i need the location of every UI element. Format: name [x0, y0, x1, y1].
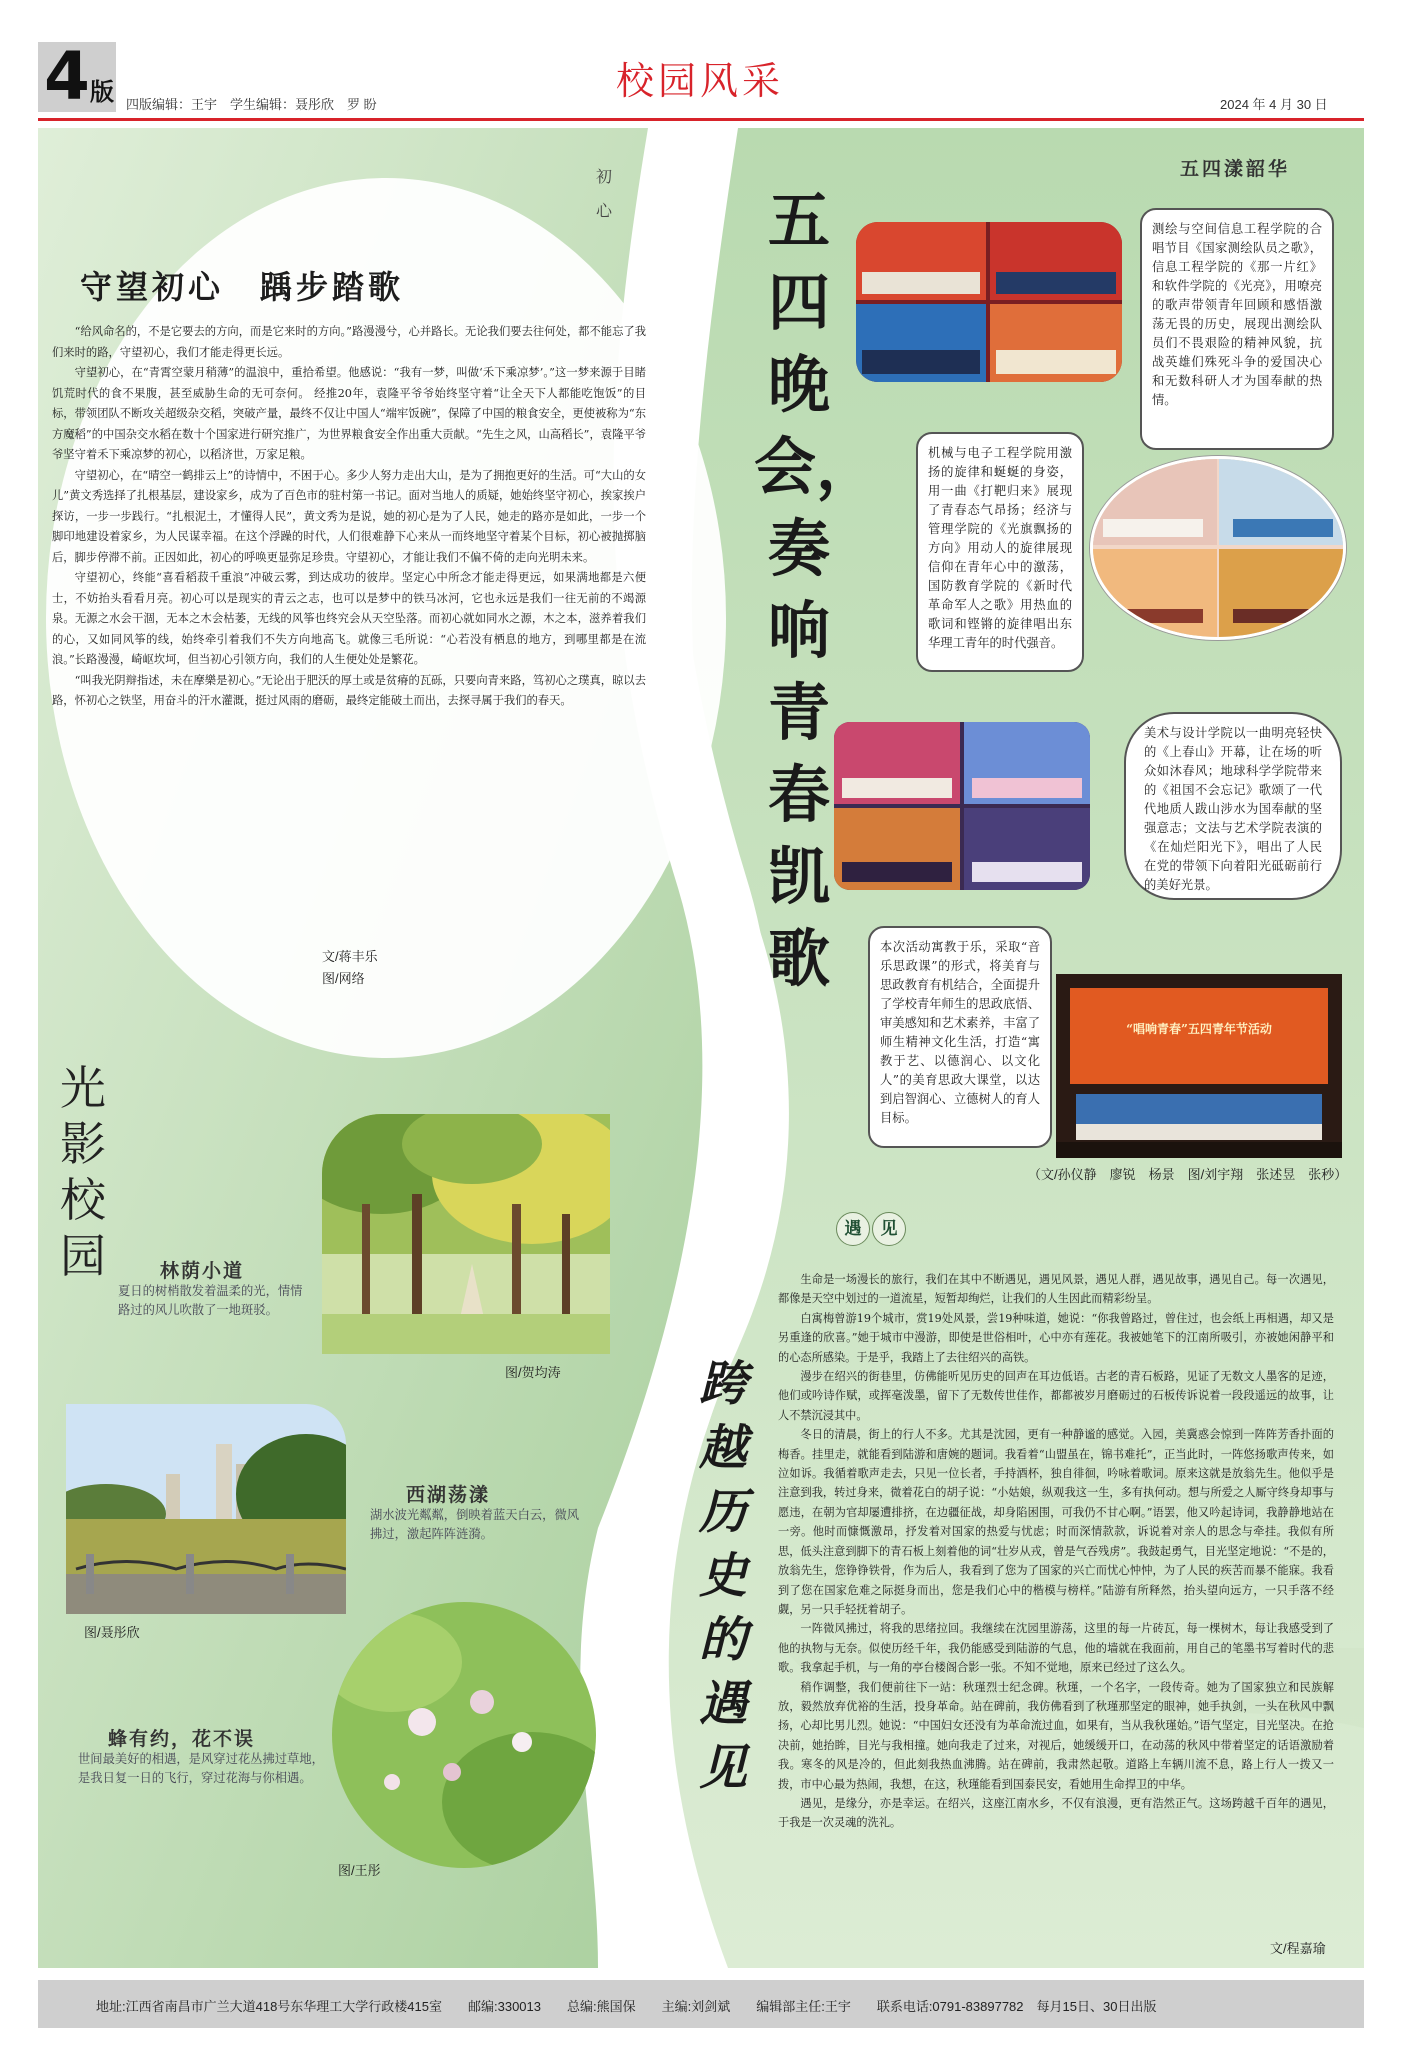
footer-bar [38, 1980, 1364, 2028]
yujian-tag [836, 1212, 908, 1246]
gala-text-box [1140, 208, 1334, 450]
gala-text-box [868, 926, 1052, 1148]
header-rule [38, 118, 1364, 121]
page-number: 4 [44, 38, 90, 115]
gala-credit: （文/孙仪静 廖锐 杨景 图/刘宇翔 张述昱 张秒） [1028, 1167, 1348, 1182]
gala-stage-photo [1056, 974, 1342, 1158]
yujian-paragraph: 冬日的清晨，街上的行人不多。尤其是沈园，更有一种静谧的感觉。入园，美冀惑会惊到一阵阵芳香扑面的梅香。挂里走，就能看到陆游和唐婉的题词。我看着“山盟虽在，锦书难托”，正当此时，一阵悠扬歌声传来，如泣如诉。我循着歌声走去，只见一位长者，手持酒杯，独自徘徊，吟咏着歌词。原来这就是放翁先生。他似乎是注意到我，转过身来，微着花白的胡子说：“小姑娘，纵观我这一生，多有执何动。想与所爱之人厮守终身却事与愿违，在朝为官却屡遭排挤，在边疆征战，却身陷困围，可我仍不甘心啊。”语罢，他又吟起诗词，我静静地站在一旁。他时而慷慨激昂，抒发着对国家的热爱与忧虑；时而深情款款，诉说着对亲人的思念与牵挂。我似有所思，低头注意到脚下的青石板上刻着他的词“壮岁从戎，曾是气吞残虏”。我鼓起勇气，目光坚定地说：“不是的，放翁先生，您铮铮铁骨，作为后人，我看到了您为了国家的兴亡而忧心忡忡，为了人民的疾苦而暴不能寐。我看到了您在国家危难之际挺身而出，您是我们心中的楷模与榜样。”陆游有所释然，抬头望向远方，一只手落不经觑，另一只手轻抚着胡子。 [778, 1428, 1334, 1616]
west-lake-photo [66, 1404, 346, 1614]
section-title: 校园风采 [615, 59, 784, 103]
gala-big-title: 五四晚会，奏响青春凯歌 [754, 184, 879, 995]
editors-line: 四版编辑：王宇 学生编辑：聂彤欣 罗 盼 [126, 97, 377, 112]
article-paragraph: 守望初心，终能“喜看稻菽千重浪”冲破云雾，到达成功的彼岸。坚定心中所念才能走得更远，如果满地都是六便士，不妨抬头看看月亮。初心可以是现实的青云之志，也可以是梦中的铁马冰河，它也永远是我们一往无前的不竭源泉。无源之水会干涸，无本之木会枯萎，无线的风筝也终究会从天空坠落。而初心就如同水之源，木之本，滋养着我们的心，又如同风筝的线，始终牵引着我们不失方向地高飞。就像三毛所说：“心若没有栖息的地方，到哪里都是在流浪。”长路漫漫，崎岖坎坷，但当初心引领方向，我们的人生便处处是繁花。 [52, 571, 646, 666]
page-unit: 版 [90, 77, 114, 106]
yujian-paragraph: 生命是一场漫长的旅行，我们在其中不断遇见，遇见风景，遇见人群，遇见故事，遇见自己。每一次遇见，都像是天空中划过的一道流星，短暂却绚烂，让我们的人生因此而精彩纷呈。 [778, 1273, 1334, 1306]
gala-box-text: 本次活动寓教于乐，采取“音乐思政课”的形式，将美育与思政教育有机结合，全面提升了学校青年师生的思政底悟、审美感知和艺术素养，丰富了师生精神文化生活，打造“寓教于艺、以德润心、以文化人”的美育思政大课堂，以达到启智润心、立德树人的育人目标。 [880, 940, 1040, 1125]
photo-credit: 图/聂彤欣 [84, 1625, 140, 1640]
article-paragraph: 守望初心，在“青霄空蒙月稍薄”的温浪中，重拾希望。他感说：“我有一梦，叫做‘禾下乘凉梦’。”这一梦来源于目睹饥荒时代的食不果腹，甚至威胁生命的无可奈何。 经推20年，袁隆平爷爷始终坚守着“让全天下人都能吃饱饭”的目标，带领团队不断攻关超级杂交稻，突破产量，最终不仅让中国人“端牢饭碗”，保障了中国的粮食安全，更使被称为“东方魔稻”的中国杂交水稻在数十个国家进行研究推广，为世界粮食安全作出重大贡献。“先生之风，山高稻长”，袁隆平爷爷坚守着禾下乘凉梦的初心，以稻济世，万家足粮。 [52, 366, 646, 461]
caption-title: 蜂有约，花不误 [108, 1728, 256, 1750]
gala-photo-collage [856, 222, 1122, 382]
column-tag: 初心 [595, 167, 612, 220]
gala-box-text: 测绘与空间信息工程学院的合唱节目《国家测绘队员之歌》，信息工程学院的《那一片红》和软件学院的《光亮》，用嘹亮的歌声带领青年回顾和感悟激荡无畏的历史，展现出测绘队员们不畏艰险的精神风貌，抗战英雄们殊死斗争的爱国决心和无数科研人才为国奉献的热情。 [1152, 222, 1322, 407]
clover-flower-photo [332, 1602, 596, 1868]
issue-date: 2024 年 4 月 30 日 [1220, 97, 1328, 112]
yujian-title: 跨越历史的遇见 [698, 1356, 747, 1796]
yujian-paragraph: 一阵微风拂过，将我的思绪拉回。我继续在沈园里游荡，这里的每一片砖瓦，每一棵树木，每让我感受到了他的执物与无奈。似使历经千年，我仍能感受到陆游的气息，他的墙就在我面前，用自己的笔墨书写着时代的悲歌。我拿起手机，与一角的亭台楼阁合影一张。不知不觉地，原来已经过了这么久。 [778, 1622, 1334, 1675]
gala-box-text: 美术与设计学院以一曲明亮轻快的《上春山》开幕，让在场的听众如沐春风；地球科学学院带来的《祖国不会忘记》歌颂了一代代地质人跋山涉水为国奉献的坚强意志；文法与艺术学院表演的《在灿烂阳光下》，唱出了人民在党的带领下向着阳光砥砺前行的美好光景。 [1144, 726, 1322, 892]
article-author: 文/蒋丰乐 [322, 949, 378, 964]
photo-section-title: 光影校园 [60, 1061, 106, 1283]
caption-text: 世间最美好的相遇，是风穿过花丛拂过草地，是我日复一日的飞行，穿过花海与你相遇。 [78, 1752, 324, 1785]
yujian-tag-char: 见 [872, 1212, 906, 1246]
yujian-author: 文/程嘉瑜 [1270, 1941, 1326, 1956]
article-body [52, 322, 646, 712]
tree-path-photo [322, 1114, 610, 1354]
page-number-block [38, 38, 116, 115]
caption-title: 西湖荡漾 [406, 1484, 491, 1506]
gala-oval-photo [1090, 456, 1346, 640]
caption-text: 湖水波光粼粼，倒映着蓝天白云，微风拂过，激起阵阵涟漪。 [370, 1508, 580, 1541]
article-title: 守望初心 踽步踏歌 [80, 268, 405, 306]
article-paragraph: 守望初心，在“晴空一鹤排云上”的诗情中，不困于心。多少人努力走出大山，是为了拥抱更好的生活。可“大山的女儿”黄文秀选择了扎根基层，建设家乡，成为了百色市的驻村第一书记。面对当地人的质疑，她始终坚守初心，挨家挨户探访，一步一步践行。“扎根泥土，才懂得人民”，黄文秀为是说，她的初心是为了人民，她走的路亦是如此，一步一个脚印地建设着家乡，为人民谋幸福。在这个浮躁的时代，人们很难静下心来从一而终地坚守着某个目标，初心被抛掷脑后，脚步停滞不前。正因如此，初心的呼唤更显弥足珍贵。守望初心，才能让我们不偏不倚的走向光明未来。 [52, 468, 646, 564]
photo-credit: 图/王彤 [338, 1863, 381, 1878]
yujian-body [778, 1270, 1334, 1833]
footer-text: 地址:江西省南昌市广兰大道418号东华理工大学行政楼415室 邮编:330013 总编:熊国保 主编:刘剑斌 编辑部主任:王宇 联系电话:0791-83897782 每月15日、30日出版 [96, 1999, 1157, 2014]
yujian-paragraph: 白寓梅曾游19个城市，赏19处风景，尝19种味道，她说：“你我曾路过，曾住过，也会纸上再相遇，却又是另重逢的欣喜。”她于城市中漫游，即使是世俗相叶，心中亦有莲花。我被她笔下的江南所吸引，亦被她闲静平和的心态所感染。于是乎，我踏上了去往绍兴的高铁。 [778, 1311, 1334, 1364]
yujian-tag-char: 遇 [836, 1212, 870, 1246]
caption-title: 林荫小道 [160, 1260, 245, 1282]
gala-photo-collage [834, 722, 1090, 890]
gala-subtitle: 五四漾韶华 [1180, 158, 1291, 180]
gala-text-box [916, 432, 1084, 672]
stage-banner: “唱响青春”五四青年节活动 [1126, 1022, 1272, 1036]
article-paragraph: “叫我光阴辩指述，未在摩樂是初心。”无论出于肥沃的厚土或是贫瘠的瓦砾，只要向青来路，笃初心之璞真，晾以去路，怀初心之铁坚，用奋斗的汗水灌溉，挺过风雨的磨砺，最终定能破土而出，去探寻属于我们的春天。 [52, 673, 646, 707]
gala-box-text: 机械与电子工程学院用激扬的旋律和蜒蜒的身姿，用一曲《打靶归来》展现了青春态气昂扬；经济与管理学院的《光旗飘扬的方向》用动人的旋律展现信仰在青年心中的激荡，国防教育学院的《新时代革命军人之歌》用热血的歌词和铿锵的旋律唱出东华理工青年的时代强音。 [928, 446, 1072, 650]
yujian-paragraph: 遇见，是缘分，亦是幸运。在绍兴，这座江南水乡，不仅有浪漫，更有浩然正气。这场跨越千百年的遇见，于我是一次灵魂的洗礼。 [778, 1796, 1334, 1830]
article-image-credit: 图/网络 [322, 971, 365, 986]
caption-text: 夏日的树梢散发着温柔的光，情情路过的风儿吹散了一地斑驳。 [118, 1284, 303, 1317]
yujian-paragraph: 稍作调整，我们便前往下一站：秋瑾烈士纪念碑。秋瑾，一个名字，一段传奇。她为了国家独立和民族解放，毅然放弃优裕的生活，投身革命。站在碑前，我仿佛看到了秋瑾那坚定的眼神，她手执剑，一头在秋风中飘扬，心却比男儿烈。她说：“中国妇女还没有为革命流过血，如果有，当从我秋瑾始。”语气坚定，目光坚决。在抢决前，她抬眸，目光与我相撞。她向我走了过来，对视后，她缓缓开口，在动荡的秋风中带着坚定的话语激励着我。寒冬的风是冷的，但此刻我热血沸腾。站在碑前，我肃然起敬。道路上车辆川流不息，路上行人一拨又一拨，市中心最为热闹，我想，在这，秋瑾能看到国泰民安，看她用生命捍卫的中华。 [778, 1680, 1334, 1791]
article-paragraph: “给风命名的，不是它要去的方向，而是它来时的方向。”路漫漫兮，心并路长。无论我们要去往何处，都不能忘了我们来时的路，守望初心，我们才能走得更长远。 [52, 325, 646, 359]
gala-text-box [1124, 712, 1342, 900]
photo-credit: 图/贺均涛 [505, 1365, 561, 1380]
yujian-paragraph: 漫步在绍兴的街巷里，仿佛能听见历史的回声在耳边低语。古老的青石板路，见证了无数文人墨客的足迹，他们或吟诗作赋，或挥毫泼墨，留下了无数传世佳作，都都被岁月磨砺过的石板传诉说着一段段遥远的故事，让人不禁沉浸其中。 [778, 1370, 1334, 1422]
